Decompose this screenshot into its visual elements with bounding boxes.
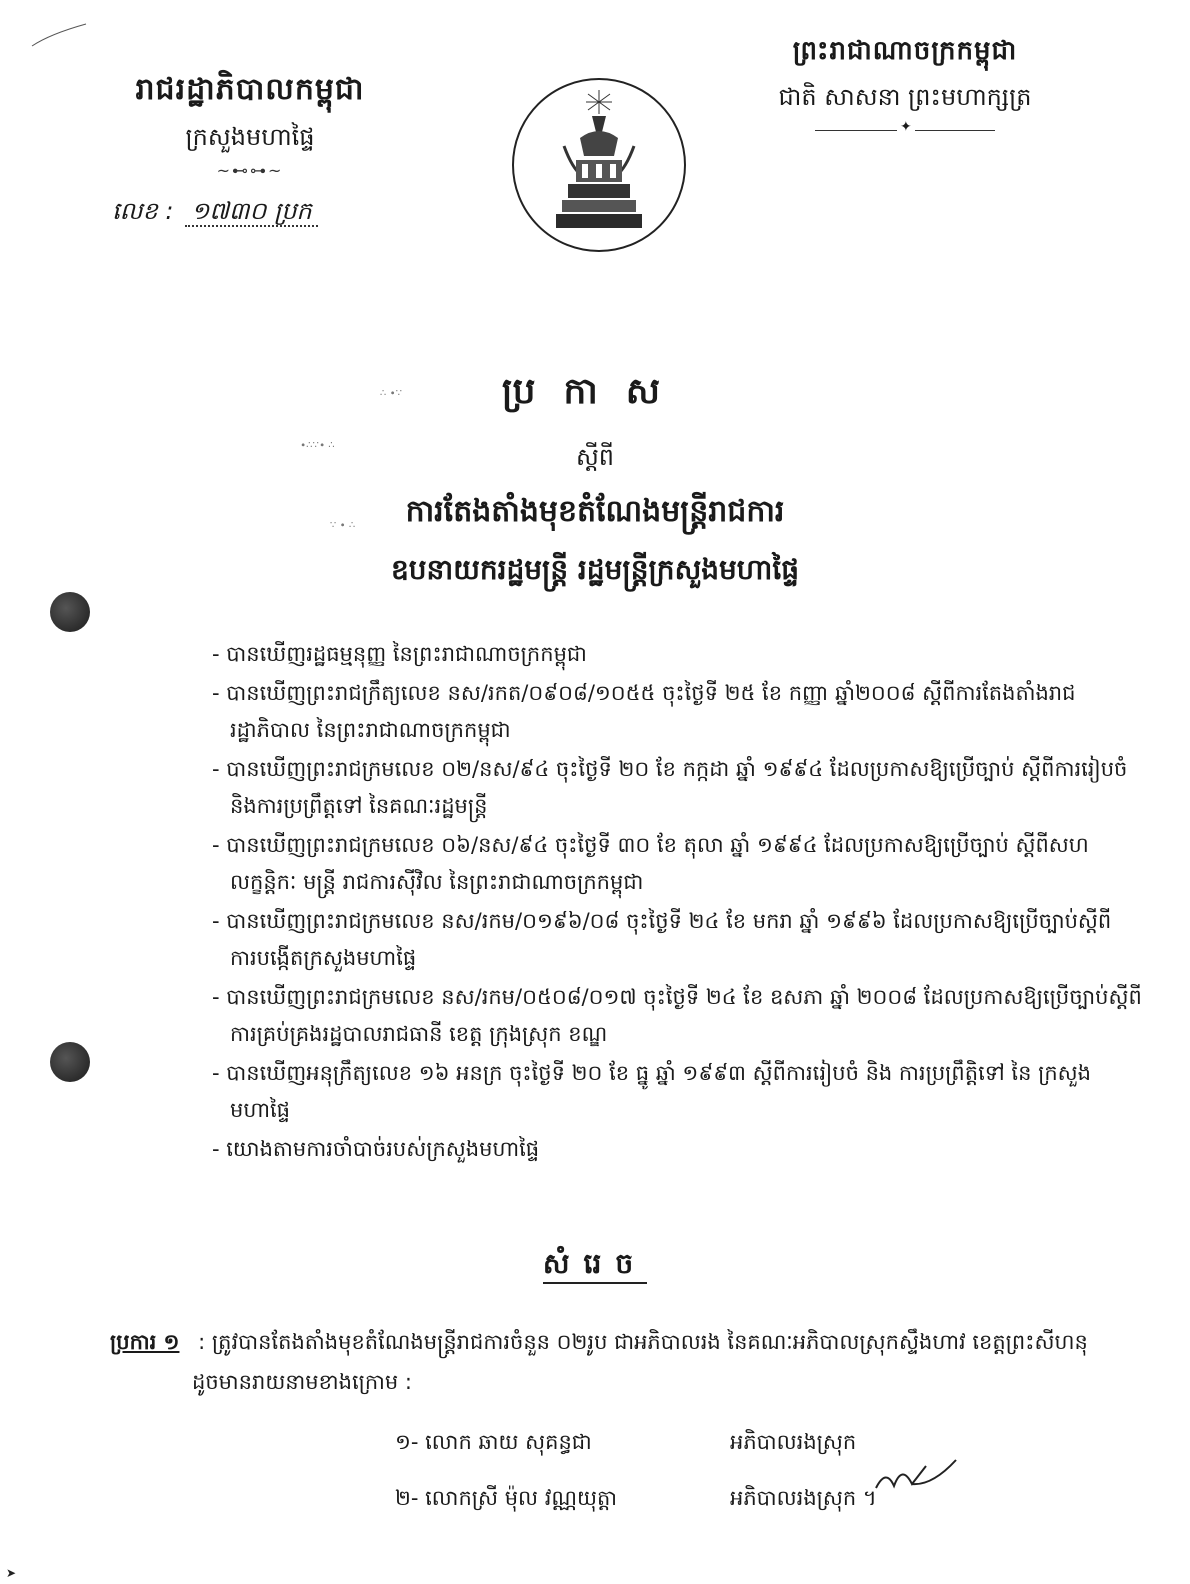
article-continuation: ដូចមានរាយនាមខាងក្រោម : — [192, 1370, 412, 1394]
scan-speck: ∴ ∙∵ — [380, 388, 403, 399]
punch-hole — [50, 592, 90, 632]
ornament-divider: ~⊷⊶~ — [216, 161, 284, 180]
appointee-list — [395, 1414, 877, 1526]
title-about: ស្តីពី — [575, 443, 615, 471]
appointee-position: អភិបាលរងស្រុក — [730, 1430, 857, 1454]
decision-text: សំរេច — [543, 1247, 647, 1284]
decision-heading — [0, 1246, 1190, 1287]
appointee-name: ២- លោកស្រី ម៉ុល វណ្ណយុត្តា — [395, 1486, 618, 1510]
issuing-authority: ឧបនាយករដ្ឋមន្ត្រី រដ្ឋមន្ត្រីក្រសួងមហាផ្ទៃ — [390, 553, 799, 586]
appointee-row — [395, 1470, 877, 1526]
reference-number — [112, 196, 318, 231]
article-text: ត្រូវបានតែងតាំងមុខតំណែងមន្ត្រីរាជការចំនួន ០២រូប ជាអភិបាលរង នៃគណៈអភិបាលស្រុកស្ទឹងហាវ ខេត្តព្រះសីហនុ — [211, 1330, 1088, 1354]
appointee-name: ១- លោក ឆាយ សុគន្ធជា — [395, 1430, 592, 1454]
document-title: ប្រកាស — [501, 371, 689, 412]
preamble-clause: - បានឃើញព្រះរាជក្រមលេខ ០២/នស/៩៤ ចុះថ្ងៃទី ២០ ខែ កក្កដា ឆ្នាំ ១៩៩៤ ដែលប្រកាសឱ្យប្រើច្បាប់ ស្តីពីការរៀបចំ និងការប្រព្រឹត្តទៅ នៃគណៈរដ្ឋមន្ត្រី — [212, 757, 1128, 818]
preamble-clause: - យោងតាមការចាំបាច់របស់ក្រសួងមហាផ្ទៃ — [212, 1137, 540, 1161]
scan-speck: ∙∴∵∙ ∴ — [300, 440, 335, 451]
preamble-clause: - បានឃើញព្រះរាជក្រមលេខ នស/រកម/០៥០៨/០១៧ ចុះថ្ងៃទី ២៤ ខែ ឧសភា ឆ្នាំ ២០០៨ ដែលប្រកាសឱ្យប្រើច្បាប់ស្តីពី ការគ្រប់គ្រងរដ្ឋបាលរាជធានី ខេត្ត ក្រុងស្រុក ខណ្ឌ — [212, 985, 1142, 1046]
handwritten-initial — [872, 1458, 962, 1498]
preamble-clause: - បានឃើញអនុក្រឹត្យលេខ ១៦ អនក្រ ចុះថ្ងៃទី ២០ ខែ ធ្នូ ឆ្នាំ ១៩៩៣ ស្តីពីការរៀបចំ និង ការប្រព្រឹត្តិទៅ នៃ ក្រសួងមហាផ្ទៃ — [212, 1061, 1091, 1122]
preamble-clause: - បានឃើញព្រះរាជក្រមលេខ នស/រកម/០១៩៦/០៨ ចុះថ្ងៃទី ២៤ ខែ មករា ឆ្នាំ ១៩៩៦ ដែលប្រកាសឱ្យប្រើច្បាប់ស្តីពី ការបង្កើតក្រសួងមហាផ្ទៃ — [212, 909, 1112, 970]
scan-speck: ∵ ∙ ∴ — [330, 520, 356, 531]
kingdom-name: ព្រះរាជាណាចក្រកម្ពុជា — [792, 36, 1018, 66]
preamble-clauses — [212, 636, 1142, 1170]
header-left — [100, 70, 400, 180]
article-1 — [110, 1322, 1150, 1402]
appointee-position: អភិបាលរងស្រុក ។ — [730, 1486, 877, 1510]
national-motto: ជាតិ សាសនា ព្រះមហាក្សត្រ — [778, 83, 1032, 111]
motto-divider — [815, 125, 995, 135]
ministry-name: ក្រសួងមហាផ្ទៃ — [185, 123, 315, 151]
reference-value: ១៧៣០ ប្រក — [185, 197, 318, 227]
royal-emblem-icon — [510, 76, 688, 254]
punch-hole — [50, 1042, 90, 1082]
reference-label: លេខ : — [112, 197, 174, 225]
scan-speck: ➤ — [6, 1566, 17, 1580]
preamble-clause: - បានឃើញរដ្ឋធម្មនុញ្ញ នៃព្រះរាជាណាចក្រកម្ពុជា — [212, 642, 587, 666]
header-right — [740, 34, 1070, 135]
government-name: រាជរដ្ឋាភិបាលកម្ពុជា — [135, 72, 365, 107]
preamble-clause: - បានឃើញព្រះរាជក្រឹត្យលេខ នស/រកត/០៩០៨/១០៥៥ ចុះថ្ងៃទី ២៥ ខែ កញ្ញា ឆ្នាំ២០០៨ ស្តីពីការតែងតាំងរាជរដ្ឋាភិបាល នៃព្រះរាជាណាចក្រកម្ពុជា — [212, 681, 1076, 742]
article-colon: : — [198, 1330, 206, 1354]
preamble-clause: - បានឃើញព្រះរាជក្រមលេខ ០៦/នស/៩៤ ចុះថ្ងៃទី ៣០ ខែ តុលា ឆ្នាំ ១៩៩៤ ដែលប្រកាសឱ្យប្រើច្បាប់ ស្តីពីសហលក្ខន្តិកៈ មន្ត្រី រាជការស៊ីវិល នៃព្រះរាជាណាចក្រកម្ពុជា — [212, 833, 1089, 894]
pen-stroke-mark — [30, 20, 90, 50]
appointee-row — [395, 1414, 877, 1470]
article-label: ប្រការ ១ — [110, 1330, 180, 1354]
document-subject: ការតែងតាំងមុខតំណែងមន្រ្តីរាជការ — [405, 494, 785, 529]
